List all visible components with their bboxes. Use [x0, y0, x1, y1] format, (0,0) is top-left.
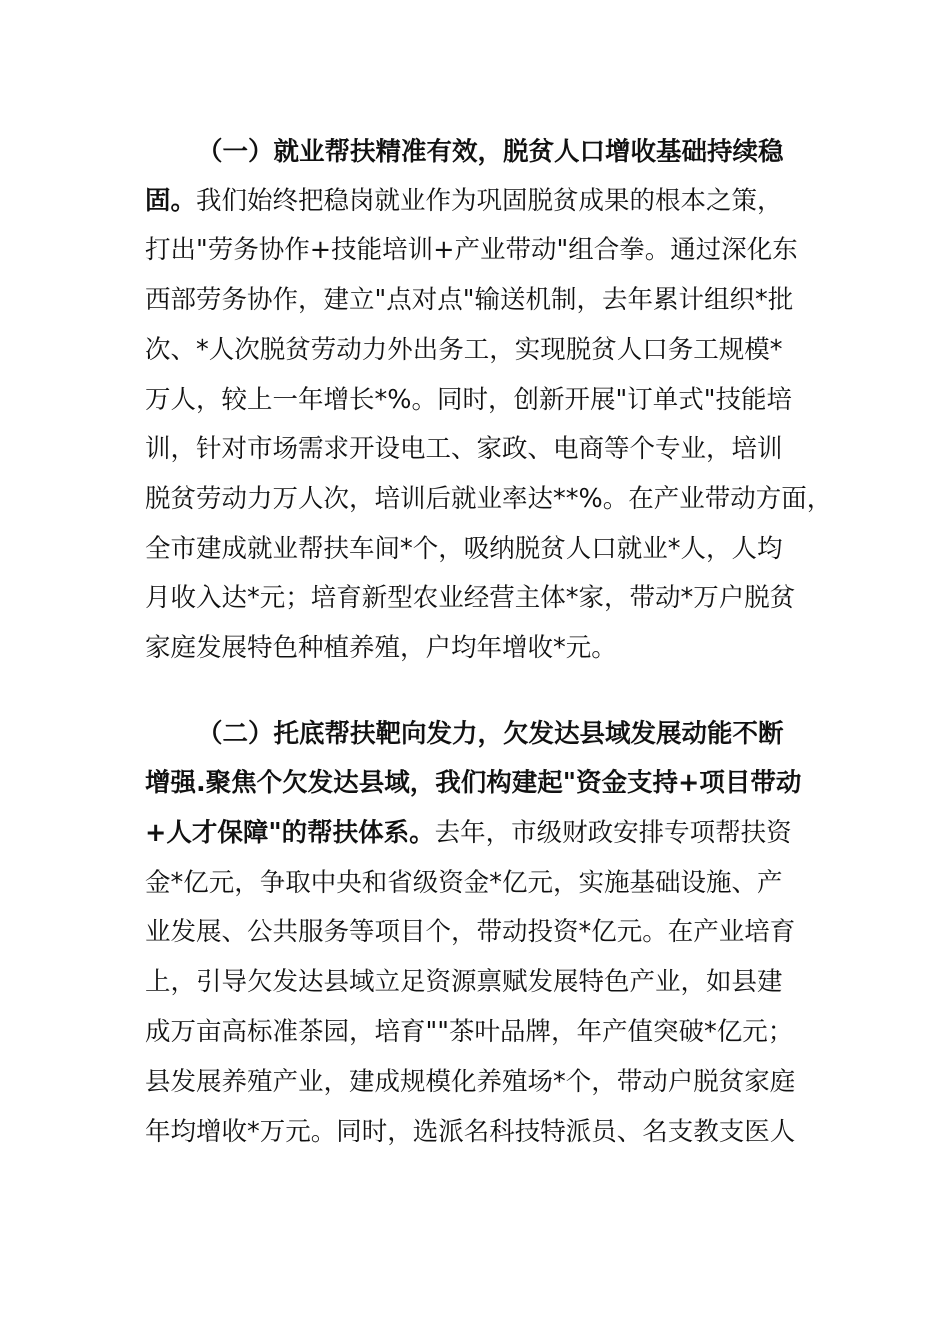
section2-line9: 年均增收*万元。同时，选派名科技特派员、名支教支医人 — [145, 1117, 796, 1147]
section1-line8: 脱贫劳动力万人次，培训后就业率达**%。在产业带动方面， — [145, 484, 833, 514]
section1-line11: 家庭发展特色种植养殖，户均年增收*元。 — [145, 633, 617, 663]
section2-line7: 成万亩高标准茶园，培育""茶叶品牌，年产值突破*亿元； — [145, 1017, 794, 1047]
section2-heading-line2: 增强.聚焦个欠发达县域，我们构建起"资金支持+项目带动 — [145, 768, 802, 798]
section1-heading-line1: （一）就业帮扶精准有效，脱贫人口增收基础持续稳 — [197, 137, 784, 167]
section1-line3: 打出"劳务协作+技能培训+产业带动"组合拳。通过深化东 — [145, 235, 798, 265]
section2-heading-line1: （二）托底帮扶靶向发力，欠发达县域发展动能不断 — [197, 719, 784, 749]
section1-line10: 月收入达*元；培育新型农业经营主体*家，带动*万户脱贫 — [145, 583, 796, 613]
section1-line4: 西部劳务协作，建立"点对点"输送机制，去年累计组织*批 — [145, 285, 794, 315]
section2-text-start: 去年，市级财政安排专项帮扶资 — [434, 818, 792, 848]
section2-line5: 业发展、公共服务等项目个，带动投资*亿元。在产业培育 — [145, 917, 796, 947]
section2-heading-end: +人才保障"的帮扶体系。 — [145, 818, 435, 848]
section1-line6: 万人，较上一年增长*%。同时，创新开展"订单式"技能培 — [145, 385, 792, 415]
section1-heading-end: 固。 — [145, 186, 197, 216]
section1-text-start: 我们始终把稳岗就业作为巩固脱贫成果的根本之策， — [196, 186, 783, 216]
section1-line9: 全市建成就业帮扶车间*个，吸纳脱贫人口就业*人，人均 — [145, 534, 783, 564]
section2-line8: 县发展养殖产业，建成规模化养殖场*个，带动户脱贫家庭 — [145, 1067, 796, 1097]
section1-line2 — [145, 181, 865, 221]
section2-line6: 上，引导欠发达县域立足资源禀赋发展特色产业，如县建 — [145, 967, 783, 997]
section2-line4: 金*亿元，争取中央和省级资金*亿元，实施基础设施、产 — [145, 868, 783, 898]
section1-line7: 训，针对市场需求开设电工、家政、电商等个专业，培训 — [145, 434, 783, 464]
section2-line3 — [145, 813, 865, 853]
section1-line5: 次、*人次脱贫劳动力外出务工，实现脱贫人口务工规模* — [145, 335, 783, 365]
